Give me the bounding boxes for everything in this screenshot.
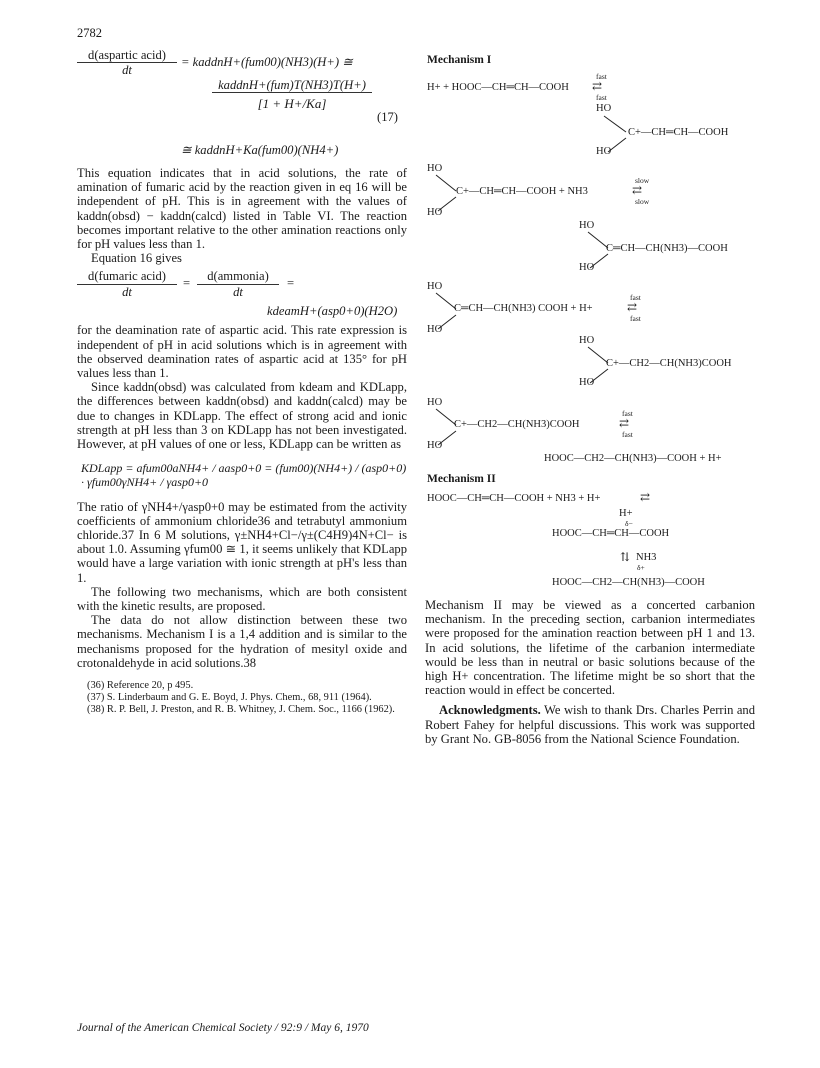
eq1-rhs3: ≅ kaddnH+Ka(fum00)(NH4+) (181, 143, 339, 157)
acknowledgments-heading: Acknowledgments. (439, 703, 541, 718)
m1-product-3: C═CH—CH(NH3)—COOH (606, 243, 728, 254)
m1-arrow-fast-top: fast (596, 72, 607, 81)
m1-reactants: H+ + HOOC—CH═CH—COOH (427, 82, 569, 93)
m1-eq-arrow-1: ⇄ (592, 79, 603, 93)
m1-product-1: C+—CH═CH—COOH (628, 127, 729, 138)
m1-ho-a2: HO (596, 146, 612, 157)
m1-ho-f1: HO (427, 397, 443, 408)
m2-reactants: HOOC—CH═CH—COOH + NH3 + H+ (427, 493, 601, 504)
m1-product-2: C+—CH═CH—COOH + NH3 (456, 186, 588, 197)
reference-37: (37) S. Linderbaum and G. E. Boyd, J. Phys. Chem., 68, 911 (1964). (87, 691, 372, 703)
mechanism-2-title: Mechanism II (427, 473, 496, 485)
m2-eq-arrow-1: ⇄ (640, 490, 651, 504)
eq2-b-numerator: d(ammonia) (207, 269, 269, 284)
eq1-rhs1: = kaddnH+(fum00)(NH3)(H+) ≅ (181, 55, 353, 69)
left-column (77, 48, 407, 715)
m1-arrow-fast-bottom: fast (596, 93, 607, 102)
m1-product-6: C+—CH2—CH(NH3)COOH (454, 419, 580, 430)
paragraph-7: The data do not allow distinction between these two mechanisms. Mechanism I is a 1,4 addition and is similar to the mechanisms proposed for the hydration of mesityl oxide and crotonaldehyde in acid solutions.38 (77, 613, 407, 670)
references (77, 680, 407, 715)
m1-arrow-slow-bottom: slow (635, 197, 650, 206)
eq2-a-numerator: d(fumaric acid) (88, 269, 166, 284)
eq1-lhs-numerator: d(aspartic acid) (88, 48, 166, 62)
m1-ho-c1: HO (579, 220, 595, 231)
eq1-denominator2: [1 + H+/Ka] (257, 96, 327, 112)
m1-ho-e2: HO (579, 377, 595, 388)
m2-delta-minus: δ− (625, 519, 633, 528)
m1-ho-d2: HO (427, 324, 443, 335)
page-number: 2782 (77, 26, 102, 40)
m1-ho-f2: HO (427, 440, 443, 451)
m1-eq-arrow-3: ⇄ (627, 300, 638, 314)
m1-eq-arrow-4: ⇄ (619, 416, 630, 430)
eq1-numerator2: kaddnH+(fum)T(NH3)T(H+) (218, 78, 366, 92)
m1-line1 (427, 82, 569, 93)
m1-ho-b2: HO (427, 207, 443, 218)
paragraph-4: Since kaddn(obsd) was calculated from kdeam and KDLapp, the differences between kaddn(obsd) and kaddn(calcd) may be due to changes in KDLapp. The effect of strong acid and ionic strength at pH less than 3 on KDLapp has not been investigated. However, at pH values of one or less, KDLapp can be written as (77, 380, 407, 452)
m1-arrow-fast-bottom-3: fast (622, 430, 633, 439)
m2-product: HOOC—CH2—CH(NH3)—COOH (552, 577, 705, 588)
m1-arrow-fast-bottom-2: fast (630, 314, 641, 323)
paragraph-6: The following two mechanisms, which are both consistent with the kinetic results, are proposed. (77, 584, 407, 614)
m1-arrow-fast-top-3: fast (622, 409, 633, 418)
m2-nh3: NH3 (636, 552, 657, 563)
equation-17 (77, 48, 407, 160)
equation-deamination: d(fumaric acid) dt = d(ammonia) dt = kdeamH+(asp0+0)(H2O) (77, 269, 407, 323)
paragraph-5: The ratio of γNH4+/γasp0+0 may be estimated from the activity coefficients of ammonium chloride36 and tetrabutyl ammonium chloride.37 In 6 M solutions, γ±NH4+Cl−/γ±(C4H9)4N+Cl− is about 1.0. Assuming γfum00 ≅ 1, it seems unlikely that KDLapp would have a large variation with ionic strength at pH's less than 1. (77, 499, 407, 585)
paragraph-3: for the deamination rate of aspartic acid. This rate expression is independent of pH in acid solutions which is in agreement with the observed deamination rates of aspartic acid at 135° for pH values less than 1. (77, 323, 407, 381)
acknowledgments (425, 703, 755, 746)
m1-ho-a1: HO (596, 103, 612, 114)
m2-h-plus: H+ (619, 508, 633, 519)
m1-arrow-slow-top: slow (635, 176, 650, 185)
journal-footer: Journal of the American Chemical Society / 92:9 / May 6, 1970 (77, 1022, 369, 1034)
m2-delta-plus: δ+ (637, 563, 645, 572)
acknowledgments-body: We wish to thank Drs. Charles Perrin and Robert Fahey for helpful discussions. This work was supported by Grant No. GB-8056 from the National Science Foundation. (425, 703, 756, 746)
m1-product-7: HOOC—CH2—CH(NH3)—COOH + H+ (544, 453, 722, 464)
m1-ho-d1: HO (427, 281, 443, 292)
m1-product-4: C═CH—CH(NH3) COOH + H+ (454, 303, 593, 314)
paragraph-2: Equation 16 gives (91, 251, 182, 266)
m1-eq-arrow-2: ⇄ (632, 183, 643, 197)
paragraph-8: Mechanism II may be viewed as a concerted carbanion mechanism. In the preceding section, carbanion intermediates were proposed for the amination reaction between pH 1 and 13. In acid solutions, the lifetime of the carbanion intermediate would be less than in neutral or basic solutions because of the high H+ concentration. The lifetime might be so short that the reaction would in effect be concerted. (425, 598, 755, 698)
m1-ho-b1: HO (427, 163, 443, 174)
mechanism-1-title: Mechanism I (427, 54, 492, 66)
m1-arrow-fast-top-2: fast (630, 293, 641, 302)
eq1-number: (17) (377, 110, 398, 124)
reference-36: (36) Reference 20, p 495. (87, 680, 194, 692)
equation-kdl: KDLapp = afum00aNH4+ / aasp0+0 = (fum00)(NH4+) / (asp0+0) · γfum00γNH4+ / γasp0+0 (81, 461, 407, 490)
paragraph-1: This equation indicates that in acid solutions, the rate of amination of fumaric acid by the reaction given in eq 16 will be independent of pH. This is in agreement with the values of kaddn(obsd) − kaddn(calcd) listed in Table VI. The reaction becomes important relative to the other amination reactions only for pH values less than 1. (77, 166, 407, 252)
m1-ho-c2: HO (579, 262, 595, 273)
right-column-text (425, 598, 755, 746)
eq2-a-denominator: dt (122, 284, 132, 299)
m2-transition: HOOC—CH═CH—COOH (552, 528, 670, 539)
m1-product-5: C+—CH2—CH(NH3)COOH (606, 358, 732, 369)
m1-ho-e1: HO (579, 335, 595, 346)
eq2-b-denominator: dt (233, 284, 243, 299)
eq2-rhs: kdeamH+(asp0+0)(H2O) (267, 304, 398, 319)
reference-38: (38) R. P. Bell, J. Preston, and R. B. Whitney, J. Chem. Soc., 1166 (1962). (87, 703, 395, 715)
eq1-lhs-denominator: dt (122, 63, 132, 78)
m2-eq-arrow-2: ⇅ (620, 550, 631, 564)
